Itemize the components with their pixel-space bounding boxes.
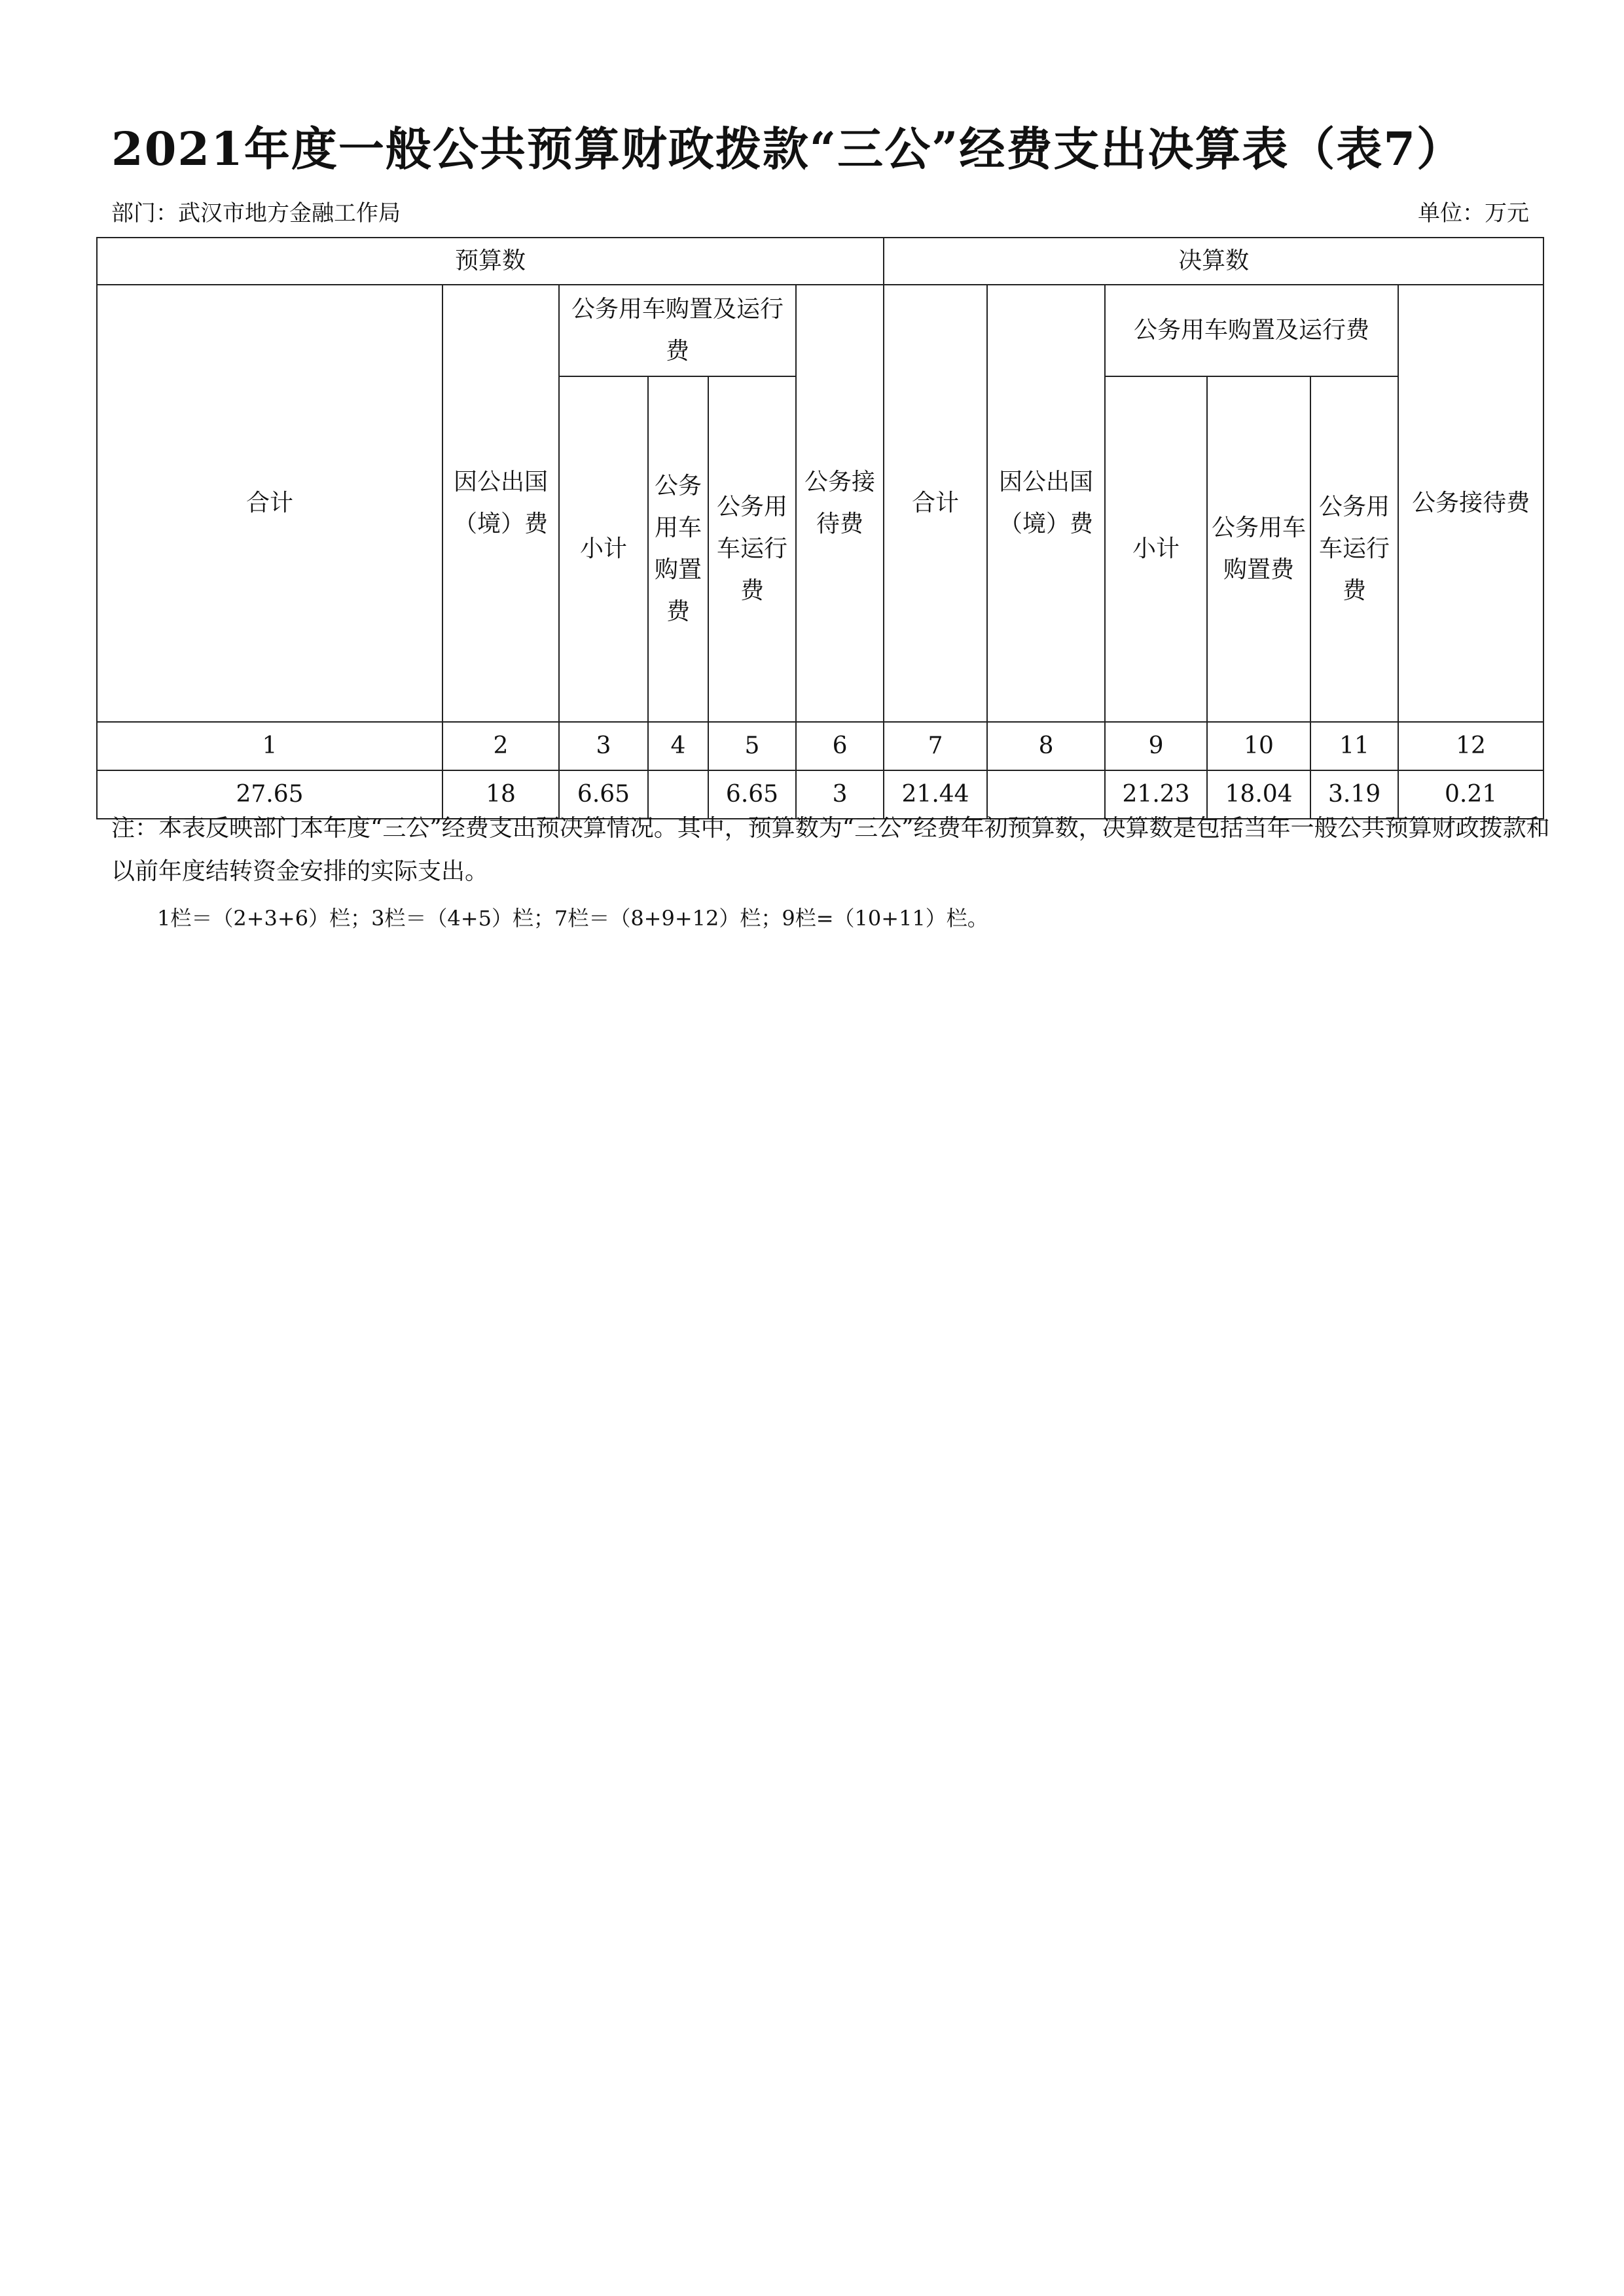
budget-group-header: 预算数 [97,238,884,285]
formula-note: 1栏＝（2+3+6）栏；3栏＝（4+5）栏；7栏＝（8+9+12）栏；9栏=（10+11）栏。 [157,906,988,931]
final-vehicle-run-header: 公务用车运行费 [1310,376,1398,722]
column-index: 1 [97,722,442,770]
column-index: 3 [559,722,648,770]
budget-vehicle-run-value: 6.65 [708,770,796,819]
final-subtotal-value: 21.23 [1105,770,1207,819]
column-index: 10 [1207,722,1310,770]
expense-table [96,237,1544,819]
column-index-row [97,722,1543,770]
final-reception-value: 0.21 [1398,770,1543,819]
budget-vehicle-group-header: 公务用车购置及运行费 [559,285,796,376]
final-vehicle-group-header: 公务用车购置及运行费 [1105,285,1398,376]
header-group-row [97,238,1543,285]
final-group-header: 决算数 [884,238,1543,285]
unit-label: 单位：万元 [1418,200,1529,226]
budget-abroad-value: 18 [442,770,559,819]
column-index: 11 [1310,722,1398,770]
final-total-header: 合计 [884,285,987,722]
budget-vehicle-purchase-header: 公务用车购置费 [648,376,708,722]
final-vehicle-purchase-value: 18.04 [1207,770,1310,819]
column-index: 2 [442,722,559,770]
final-vehicle-purchase-header: 公务用车购置费 [1207,376,1310,722]
budget-reception-header: 公务接待费 [796,285,884,722]
column-index: 6 [796,722,884,770]
budget-subtotal-header: 小计 [559,376,648,722]
budget-abroad-header: 因公出国（境）费 [442,285,559,722]
footnote: 注：本表反映部门本年度“三公”经费支出预决算情况。其中，预算数为“三公”经费年初预算数，决算数是包括当年一般公共预算财政拨款和以前年度结转资金安排的实际支出。 [111,815,1550,885]
department-label: 部门：武汉市地方金融工作局 [111,200,401,226]
column-index: 9 [1105,722,1207,770]
final-vehicle-run-value: 3.19 [1310,770,1398,819]
final-total-value: 21.44 [884,770,987,819]
column-index: 4 [648,722,708,770]
final-reception-header: 公务接待费 [1398,285,1543,722]
column-index: 12 [1398,722,1543,770]
column-index: 8 [987,722,1105,770]
page-title: 2021年度一般公共预算财政拨款“三公”经费支出决算表（表7） [111,122,1464,176]
column-index: 7 [884,722,987,770]
final-abroad-header: 因公出国（境）费 [987,285,1105,722]
budget-vehicle-run-header: 公务用车运行费 [708,376,796,722]
budget-total-value: 27.65 [97,770,442,819]
budget-reception-value: 3 [796,770,884,819]
budget-total-header: 合计 [97,285,442,722]
column-index: 5 [708,722,796,770]
header-row-1 [97,285,1543,376]
budget-subtotal-value: 6.65 [559,770,648,819]
final-subtotal-header: 小计 [1105,376,1207,722]
